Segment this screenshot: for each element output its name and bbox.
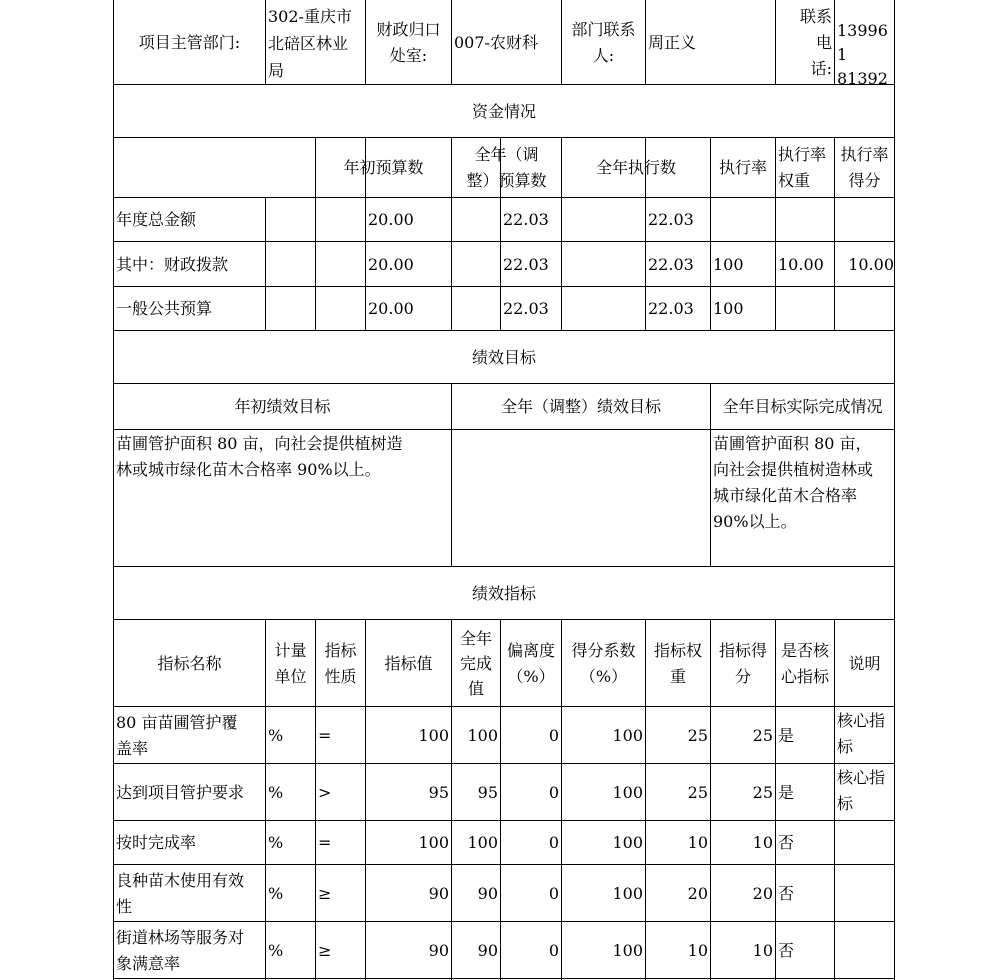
grid-line <box>113 763 895 764</box>
indicator-core: 是 <box>778 783 795 802</box>
funds-col-weight: 执行率 权重 <box>778 145 827 190</box>
funds-col-initial: 年初预算数 <box>343 158 424 177</box>
grid-line <box>645 619 646 980</box>
indicator-col-name: 指标名称 <box>157 654 222 673</box>
grid-line <box>834 137 835 198</box>
grid-line <box>113 864 895 865</box>
indicator-score: 10 <box>752 941 773 960</box>
grid-line <box>500 197 501 331</box>
indicator-actual: 100 <box>467 726 498 745</box>
grid-line <box>561 197 562 331</box>
indicator-coef: 100 <box>612 941 643 960</box>
dept-value: 302-重庆市 北碚区林业 局 <box>268 7 352 80</box>
dept-label: 项目主管部门: <box>138 33 241 52</box>
grid-line <box>834 197 835 331</box>
grid-line <box>113 241 895 242</box>
indicator-name: 街道林场等服务对 象满意率 <box>116 928 245 973</box>
indicator-name: 达到项目管护要求 <box>116 783 245 802</box>
indicators-section-title: 绩效指标 <box>471 584 536 603</box>
indicator-deviation: 0 <box>548 884 559 903</box>
indicator-name: 80 亩苗圃管护覆 盖率 <box>116 713 238 758</box>
office-value: 007-农财科 <box>454 33 538 52</box>
grid-line <box>113 383 895 384</box>
funds-weight-value: 10.00 <box>778 255 824 274</box>
grid-line <box>113 137 895 138</box>
grid-line <box>113 0 114 980</box>
indicator-nature: > <box>318 783 332 802</box>
indicator-deviation: 0 <box>548 941 559 960</box>
grid-line <box>561 0 562 85</box>
indicator-deviation: 0 <box>548 833 559 852</box>
funds-executed-value: 22.03 <box>648 299 694 318</box>
grid-line <box>113 921 895 922</box>
grid-line <box>265 197 266 331</box>
indicator-weight: 25 <box>687 726 708 745</box>
funds-row-name: 其中：财政拨款 <box>116 255 229 274</box>
indicator-core: 是 <box>778 726 795 745</box>
indicator-score: 25 <box>752 726 773 745</box>
indicator-col-unit: 计量 单位 <box>274 641 307 686</box>
contact-label: 部门联系 人: <box>571 20 636 65</box>
grid-line <box>775 619 776 980</box>
grid-line <box>561 619 562 980</box>
funds-row-name: 年度总金额 <box>116 210 197 229</box>
funds-adjusted-value: 22.03 <box>503 299 549 318</box>
funds-adjusted-value: 22.03 <box>503 255 549 274</box>
indicator-deviation: 0 <box>548 783 559 802</box>
indicator-unit: % <box>268 884 284 903</box>
indicator-unit: % <box>268 783 284 802</box>
grid-line <box>113 286 895 287</box>
indicator-unit: % <box>268 726 284 745</box>
indicator-actual: 90 <box>477 884 498 903</box>
indicator-weight: 10 <box>687 941 708 960</box>
grid-line <box>834 619 835 980</box>
indicator-core: 否 <box>778 833 795 852</box>
indicator-actual: 90 <box>477 941 498 960</box>
grid-line <box>834 0 835 85</box>
indicator-col-note: 说明 <box>848 654 881 673</box>
phone-label: 联系 电 话: <box>799 7 832 78</box>
grid-line <box>315 619 316 980</box>
indicator-value: 90 <box>428 884 449 903</box>
grid-line <box>365 619 366 980</box>
indicator-nature: = <box>318 726 332 745</box>
funds-executed-value: 22.03 <box>648 255 694 274</box>
grid-line <box>365 0 366 85</box>
indicator-coef: 100 <box>612 884 643 903</box>
indicator-weight: 25 <box>687 783 708 802</box>
grid-line <box>265 619 266 980</box>
indicator-col-core: 是否核 心指标 <box>780 641 829 686</box>
grid-line <box>710 383 711 567</box>
indicator-value: 100 <box>418 833 449 852</box>
office-label: 财政归口 处室: <box>376 20 441 65</box>
grid-line <box>500 619 501 980</box>
funds-initial-value: 20.00 <box>368 299 414 318</box>
funds-executed-value: 22.03 <box>648 210 694 229</box>
indicator-deviation: 0 <box>548 726 559 745</box>
indicator-note: 核心指 标 <box>837 711 886 756</box>
indicator-note: 核心指 标 <box>837 768 886 813</box>
grid-line <box>113 330 895 331</box>
indicator-nature: = <box>318 833 332 852</box>
indicator-nature: ≥ <box>318 884 332 903</box>
indicator-weight: 10 <box>687 833 708 852</box>
indicator-col-nature: 指标 性质 <box>324 641 357 686</box>
indicator-actual: 100 <box>467 833 498 852</box>
indicator-coef: 100 <box>612 783 643 802</box>
indicator-coef: 100 <box>612 833 643 852</box>
funds-rate-value: 100 <box>713 255 744 274</box>
goals-col-actual: 全年目标实际完成情况 <box>722 397 883 416</box>
grid-line <box>113 566 895 567</box>
grid-line <box>451 383 452 567</box>
phone-value: 139961 81392 <box>837 21 888 88</box>
indicator-core: 否 <box>778 941 795 960</box>
indicator-unit: % <box>268 941 284 960</box>
funds-rate-value: 100 <box>713 299 744 318</box>
grid-line <box>113 84 895 85</box>
goals-initial-text: 苗圃管护面积 80 亩，向社会提供植树造 林或城市绿化苗木合格率 90%以上。 <box>116 434 403 479</box>
grid-line <box>894 0 895 980</box>
grid-line <box>113 429 895 430</box>
funds-initial-value: 20.00 <box>368 255 414 274</box>
grid-line <box>315 197 316 331</box>
grid-line <box>775 137 776 198</box>
grid-line <box>775 197 776 331</box>
indicator-name: 良种苗木使用有效 性 <box>116 871 245 916</box>
goals-section-title: 绩效目标 <box>471 348 536 367</box>
grid-line <box>775 0 776 85</box>
indicator-value: 95 <box>428 783 449 802</box>
indicator-value: 90 <box>428 941 449 960</box>
grid-line <box>710 619 711 980</box>
indicator-core: 否 <box>778 884 795 903</box>
indicator-col-weight: 指标权 重 <box>653 641 702 686</box>
indicator-col-score: 指标得 分 <box>718 641 767 686</box>
funds-col-executed: 全年执行数 <box>595 158 676 177</box>
funds-col-rate: 执行率 <box>718 158 767 177</box>
grid-line <box>451 619 452 980</box>
grid-line <box>645 197 646 331</box>
funds-score-value: 10.00 <box>848 255 894 274</box>
indicator-score: 25 <box>752 783 773 802</box>
indicator-score: 10 <box>752 833 773 852</box>
indicator-coef: 100 <box>612 726 643 745</box>
grid-line <box>113 619 895 620</box>
indicator-col-actual: 全年 完成 值 <box>459 629 492 698</box>
funds-row-name: 一般公共预算 <box>116 299 213 318</box>
grid-line <box>451 0 452 85</box>
grid-line <box>710 197 711 331</box>
grid-line <box>561 137 562 198</box>
indicator-score: 20 <box>752 884 773 903</box>
funds-section-title: 资金情况 <box>471 102 536 121</box>
grid-line <box>113 197 895 198</box>
goals-col-adjusted: 全年（调整）绩效目标 <box>500 397 661 416</box>
indicator-name: 按时完成率 <box>116 833 197 852</box>
indicator-weight: 20 <box>687 884 708 903</box>
indicator-actual: 95 <box>477 783 498 802</box>
indicator-col-value: 指标值 <box>384 654 433 673</box>
grid-line <box>710 137 711 198</box>
goals-actual-text: 苗圃管护面积 80 亩， 向社会提供植树造林或 城市绿化苗木合格率 90%以上。 <box>713 434 874 531</box>
funds-initial-value: 20.00 <box>368 210 414 229</box>
grid-line <box>365 197 366 331</box>
grid-line <box>113 706 895 707</box>
grid-line <box>265 0 266 85</box>
funds-col-score: 执行率 得分 <box>840 145 889 190</box>
indicator-unit: % <box>268 833 284 852</box>
grid-line <box>645 0 646 85</box>
grid-line <box>315 137 316 198</box>
goals-col-initial: 年初绩效目标 <box>234 397 331 416</box>
grid-line <box>451 197 452 331</box>
indicator-col-coef: 得分系数 （%） <box>571 641 636 686</box>
contact-value: 周正义 <box>648 33 697 52</box>
grid-line <box>113 820 895 821</box>
indicator-value: 100 <box>418 726 449 745</box>
funds-adjusted-value: 22.03 <box>503 210 549 229</box>
grid-line <box>451 137 452 198</box>
indicator-col-deviation: 偏离度 （%） <box>506 641 555 686</box>
funds-col-adjusted: 全年（调 整）预算数 <box>466 145 547 190</box>
indicator-nature: ≥ <box>318 941 332 960</box>
